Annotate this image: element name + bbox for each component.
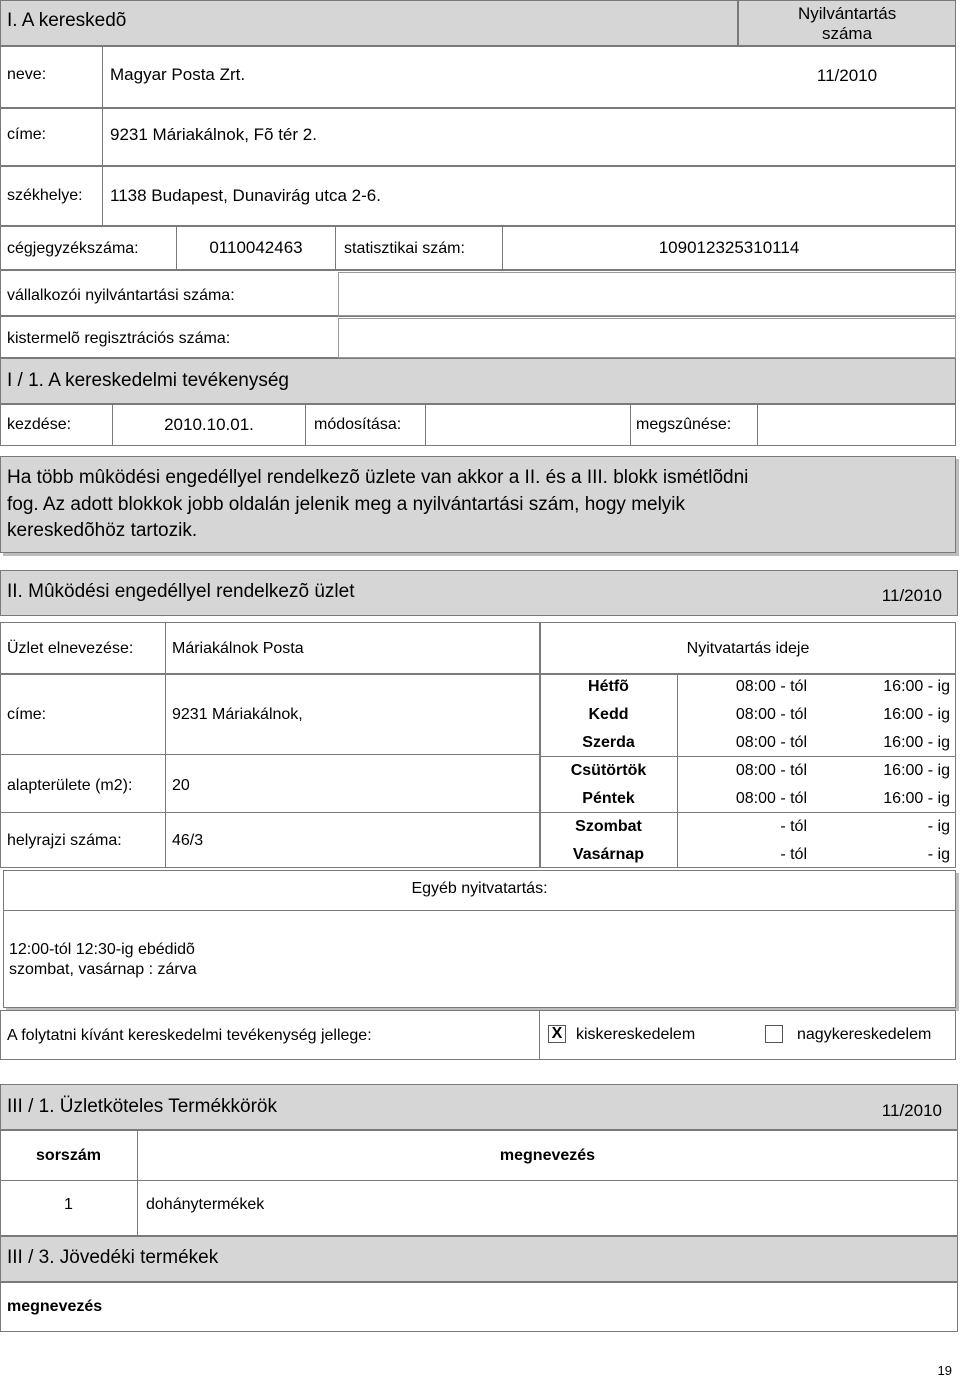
- wholesale-checkbox[interactable]: [765, 1025, 783, 1043]
- start-value: 2010.10.01.: [164, 415, 254, 434]
- hours-to: - ig: [927, 846, 950, 863]
- products-row-divider: [0, 1180, 958, 1181]
- company-reg-label: cégjegyzékszáma:: [7, 240, 139, 257]
- products-reg-number: 11/2010: [881, 1101, 942, 1120]
- hours-to: 16:00 - ig: [883, 762, 950, 779]
- other-hours-line-1: 12:00-tól 12:30-ig ebédidõ: [9, 941, 195, 958]
- entrepreneur-value-cell: [338, 272, 956, 316]
- address-label: címe:: [7, 126, 47, 143]
- shop-name-value: Máriakálnok Posta: [172, 640, 304, 657]
- page-number: 19: [937, 1363, 952, 1377]
- info-divider-1: [0, 754, 540, 755]
- address-value: 9231 Máriakálnok, Fõ tér 2.: [110, 125, 317, 144]
- hours-col-divider: [677, 674, 678, 868]
- shop-lot-value: 46/3: [172, 832, 204, 849]
- activity-nature-label: A folytatni kívánt kereskedelmi tevékenység jellege:: [7, 1027, 372, 1044]
- hours-title: Nyitvatartás ideje: [686, 640, 810, 657]
- reg-number-value: 11/2010: [816, 66, 878, 85]
- start-label: kezdése:: [7, 416, 72, 433]
- hours-to: 16:00 - ig: [883, 678, 950, 695]
- excise-table: [0, 1282, 958, 1332]
- other-hours-divider: [3, 910, 956, 911]
- entrepreneur-label: vállalkozói nyilvántartási száma:: [7, 287, 235, 304]
- smallprod-value-cell: [338, 318, 956, 358]
- wholesale-label: nagykereskedelem: [797, 1026, 932, 1043]
- hours-day: Szombat: [575, 818, 642, 835]
- mod-label: módosítása:: [314, 416, 402, 433]
- notice-line-1: Ha több mûködési engedéllyel rendelkezõ üzlete van akkor a II. és a III. blokk ismétlõdni: [7, 467, 749, 488]
- hours-from: 08:00 - tól: [735, 678, 807, 695]
- shop-name-label: Üzlet elnevezése:: [7, 640, 134, 657]
- hours-day: Vasárnap: [572, 846, 645, 863]
- name-label: neve:: [7, 66, 47, 83]
- excise-col-name: megnevezés: [7, 1298, 103, 1315]
- end-label: megszûnése:: [636, 416, 732, 433]
- hours-from: 08:00 - tól: [735, 790, 807, 807]
- retail-checkbox[interactable]: X: [548, 1025, 566, 1043]
- products-col-name: megnevezés: [499, 1147, 596, 1164]
- shop-reg-number: 11/2010: [881, 586, 942, 605]
- products-col-no: sorszám: [36, 1147, 101, 1164]
- activity-mod-cell: [425, 404, 631, 446]
- notice-line-2: fog. Az adott blokkok jobb oldalán jelenik meg a nyilvántartási szám, hogy melyik: [7, 494, 686, 515]
- name-value: Magyar Posta Zrt.: [110, 65, 246, 84]
- other-hours-label: Egyéb nyitvatartás:: [411, 880, 548, 897]
- retail-label: kiskereskedelem: [576, 1026, 696, 1043]
- trader-section-title: I. A kereskedõ: [7, 10, 127, 31]
- hours-day: Péntek: [582, 790, 635, 807]
- seat-value: 1138 Budapest, Dunavirág utca 2-6.: [110, 186, 381, 205]
- shop-lot-label: helyrajzi száma:: [7, 832, 122, 849]
- product-name: dohánytermékek: [146, 1196, 265, 1213]
- info-divider-2: [0, 812, 540, 813]
- hours-to: 16:00 - ig: [883, 706, 950, 723]
- excise-title: III / 3. Jövedéki termékek: [7, 1247, 219, 1268]
- product-no: 1: [64, 1196, 73, 1213]
- hours-from: - tól: [780, 818, 807, 835]
- shop-area-value: 20: [172, 777, 190, 794]
- hours-from: 08:00 - tól: [735, 734, 807, 751]
- activity-end-cell: [757, 404, 956, 446]
- seat-label: székhelye:: [7, 187, 83, 204]
- hours-day: Hétfõ: [588, 678, 629, 695]
- company-reg-value: 0110042463: [209, 238, 303, 257]
- stat-value: 109012325310114: [658, 238, 800, 257]
- hours-row-divider: [540, 812, 956, 813]
- hours-from: 08:00 - tól: [735, 706, 807, 723]
- smallprod-label: kistermelõ regisztrációs száma:: [7, 330, 231, 347]
- shop-info-values: [165, 674, 540, 868]
- other-hours-line-2: szombat, vasárnap : zárva: [9, 961, 197, 978]
- shop-address-value: 9231 Máriakálnok,: [172, 706, 303, 723]
- hours-day: Kedd: [588, 706, 629, 723]
- hours-to: 16:00 - ig: [883, 734, 950, 751]
- hours-to: - ig: [927, 818, 950, 835]
- hours-from: - tól: [780, 846, 807, 863]
- reg-number-label: Nyilvántartás száma: [798, 4, 897, 43]
- notice-line-3: kereskedõhöz tartozik.: [7, 520, 198, 541]
- hours-row-divider: [540, 756, 956, 757]
- hours-day: Szerda: [582, 734, 635, 751]
- hours-day: Csütörtök: [570, 762, 647, 779]
- shop-title: II. Mûködési engedéllyel rendelkezõ üzlet: [7, 581, 355, 602]
- products-col-divider: [137, 1130, 138, 1236]
- hours-from: 08:00 - tól: [735, 762, 807, 779]
- shop-area-label: alapterülete (m2):: [7, 777, 133, 794]
- hours-to: 16:00 - ig: [883, 790, 950, 807]
- stat-label: statisztikai szám:: [344, 240, 465, 257]
- products-title: III / 1. Üzletköteles Termékkörök: [7, 1096, 277, 1117]
- shop-address-label: címe:: [7, 706, 47, 723]
- activity-title: I / 1. A kereskedelmi tevékenység: [7, 370, 289, 391]
- products-table: [0, 1130, 958, 1236]
